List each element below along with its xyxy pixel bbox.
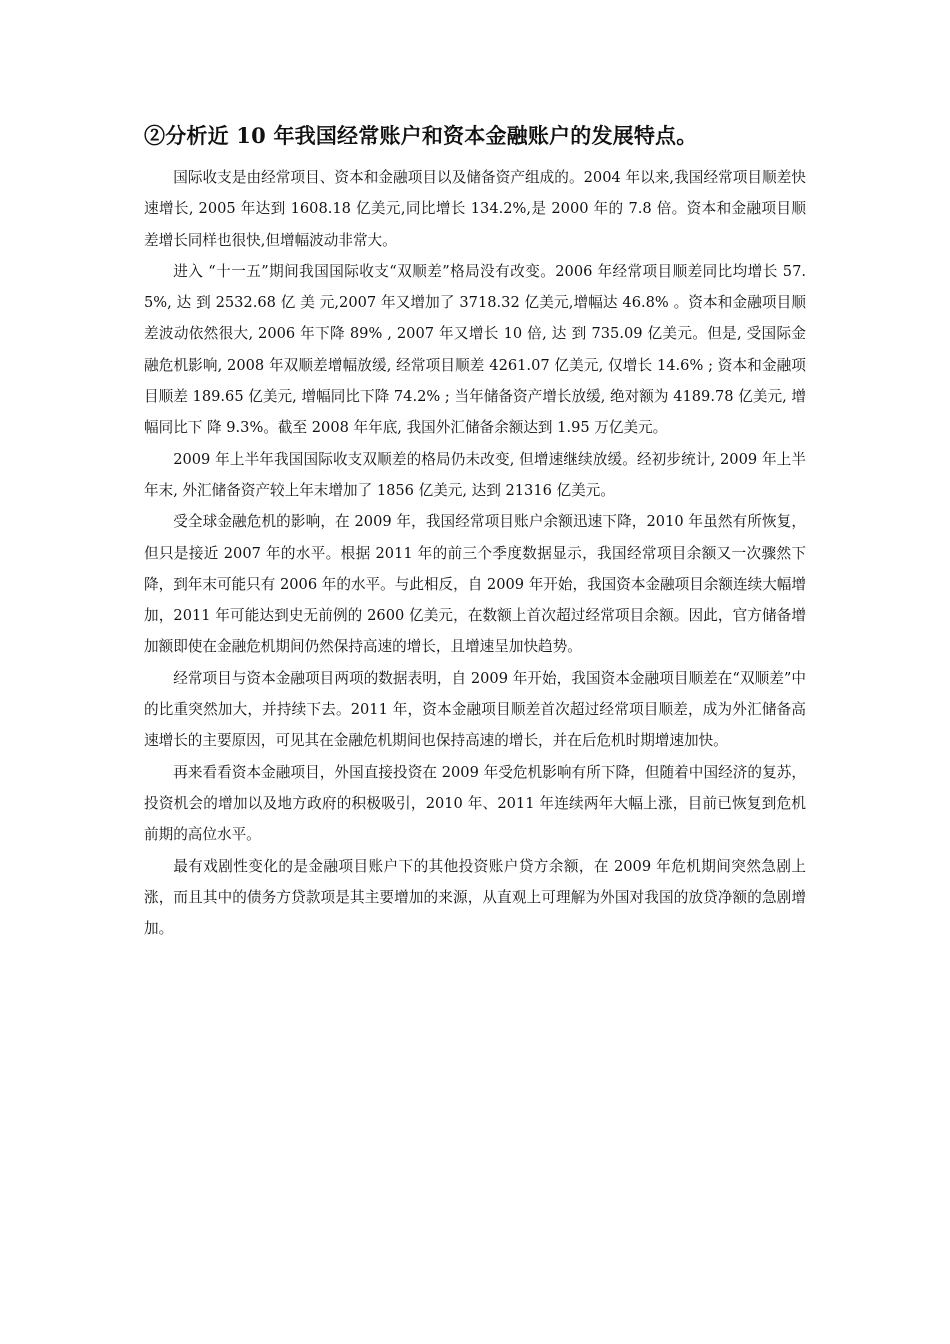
paragraph-balance-of-payments-overview: 国际收支是由经常项目、资本和金融项目以及储备资产组成的。2004 年以来,我国经常项目顺差快速增长, 2005 年达到 1608.18 亿美元,同比增长 134.2%,是 2000 年的 7.8 倍。资本和金融项目顺差增长同样也很快,但增幅波动非常大。	[144, 169, 806, 249]
paragraph-capital-account-share: 经常项目与资本金融项目两项的数据表明，自 2009 年开始，我国资本金融项目顺差在“双顺差”中的比重突然加大，并持续下去。2011 年，资本金融项目顺差首次超过经常项目顺差，成为外汇储备高速增长的主要原因，可见其在金融危机期间也保持高速的增长，并在后危机时期增速加快。	[144, 669, 806, 750]
section-heading: ②分析近 10 年我国经常账户和资本金融账户的发展特点。	[144, 123, 698, 148]
paragraph-2009-first-half: 2009 年上半年我国国际收支双顺差的格局仍未改变, 但增速继续放缓。经初步统计, 2009 年上半年末, 外汇储备资产较上年末增加了 1856 亿美元, 达到 21316 亿美元。	[144, 450, 806, 499]
paragraph-eleventh-five-year-plan: 进入 “十一五”期间我国国际收支“双顺差”格局没有改变。2006 年经常项目顺差同比均增长 57.5%, 达 到 2532.68 亿 美 元,2007 年又增加了 3718.32 亿美元,增幅达 46.8% 。资本和金融项目顺差波动依然很大, 2006 年下降 89% , 2007 年又增长 10 倍, 达 到 735.09 亿美元。但是, 受国际金融危机影响, 2008 年双顺差增幅放缓, 经常项目顺差 4261.07 亿美元, 仅增长 14.6% ; 资本和金融项目顺差 189.65 亿美元, 增幅同比下降 74.2% ; 当年储备资产增长放缓, 绝对额为 4189.78 亿美元, 增幅同比下 降 9.3%。截至 2008 年年底, 我国外汇储备余额达到 1.95 万亿美元。	[144, 262, 806, 437]
document-body	[144, 116, 806, 944]
paragraph-other-investment-credit: 最有戏剧性变化的是金融项目账户下的其他投资账户贷方余额，在 2009 年危机期间突然急剧上涨，而且其中的债务方贷款项是其主要增加的来源，从直观上可理解为外国对我国的放贷净额的急剧增加。	[144, 857, 806, 938]
paragraph-financial-crisis-impact: 受全球金融危机的影响，在 2009 年，我国经常项目账户余额迅速下降，2010 年虽然有所恢复，但只是接近 2007 年的水平。根据 2011 年的前三个季度数据显示，我国经常项目余额又一次骤然下降，到年末可能只有 2006 年的水平。与此相反，自 2009 年开始，我国资本金融项目余额连续大幅增加，2011 年可能达到史无前例的 2600 亿美元，在数额上首次超过经常项目余额。因此，官方储备增加额即使在金融危机期间仍然保持高速的增长，且增速呈加快趋势。	[144, 513, 806, 656]
paragraph-fdi-recovery: 再来看看资本金融项目，外国直接投资在 2009 年受危机影响有所下降，但随着中国经济的复苏，投资机会的增加以及地方政府的积极吸引，2010 年、2011 年连续两年大幅上涨，目前已恢复到危机前期的高位水平。	[144, 763, 806, 844]
